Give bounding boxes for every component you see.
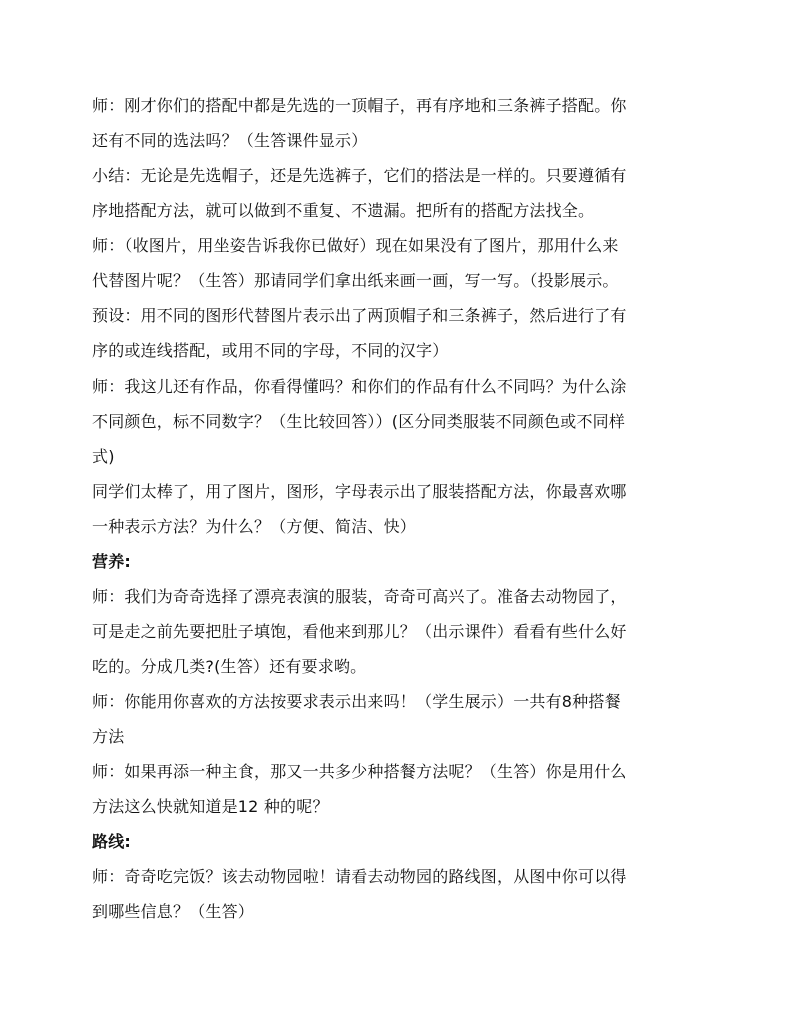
text-line: 方法这么快就知道是12 种的呢？	[92, 797, 329, 816]
text-line: 师：如果再添一种主食，那又一共多少种搭餐方法呢？（生答）你是用什么	[92, 762, 627, 781]
section-heading-route: 路线:	[92, 832, 131, 851]
section-heading-nutrition: 营养:	[92, 552, 131, 571]
text-line: 吃的。分成几类?(生答）还有要求哟。	[92, 657, 367, 676]
text-line: 到哪些信息？（生答）	[92, 902, 255, 921]
text-line: 师：奇奇吃完饭？该去动物园啦！请看去动物园的路线图，从图中你可以得	[92, 867, 627, 886]
text-line: 序地搭配方法，就可以做到不重复、不遗漏。把所有的搭配方法找全。	[92, 201, 595, 220]
text-line: 还有不同的选法吗？（生答课件显示）	[92, 131, 368, 150]
text-line: 预设：用不同的图形代替图片表示出了两顶帽子和三条裤子，然后进行了有	[92, 306, 627, 325]
text-line: 一种表示方法？为什么？（方便、简洁、快）	[92, 517, 417, 536]
text-line: 序的或连线搭配，或用不同的字母，不同的汉字）	[92, 341, 449, 360]
text-line: 师：（收图片，用坐姿告诉我你已做好）现在如果没有了图片，那用什么来	[92, 236, 619, 255]
text-line: 师：刚才你们的搭配中都是先选的一顶帽子，再有序地和三条裤子搭配。你	[92, 96, 627, 115]
text-line: 同学们太棒了，用了图片，图形，字母表示出了服装搭配方法，你最喜欢哪	[92, 482, 627, 501]
text-line: 式)	[92, 447, 115, 466]
text-line: 师：你能用你喜欢的方法按要求表示出来吗！（学生展示）一共有8种搭餐	[92, 692, 621, 711]
text-line: 师：我们为奇奇选择了漂亮表演的服装，奇奇可高兴了。准备去动物园了，	[92, 587, 627, 606]
text-line: 代替图片呢？（生答）那请同学们拿出纸来画一画，写一写。（投影展示。	[92, 271, 619, 290]
text-line: 师：我这儿还有作品，你看得懂吗？和你们的作品有什么不同吗？为什么涂	[92, 377, 627, 396]
text-line: 小结：无论是先选帽子，还是先选裤子，它们的搭法是一样的。只要遵循有	[92, 166, 627, 185]
text-line: 不同颜色，标不同数字？（生比较回答））(区分同类服装不同颜色或不同样	[92, 412, 626, 431]
text-line: 方法	[92, 727, 125, 746]
text-line: 可是走之前先要把肚子填饱，看他来到那儿？（出示课件）看看有些什么好	[92, 622, 627, 641]
